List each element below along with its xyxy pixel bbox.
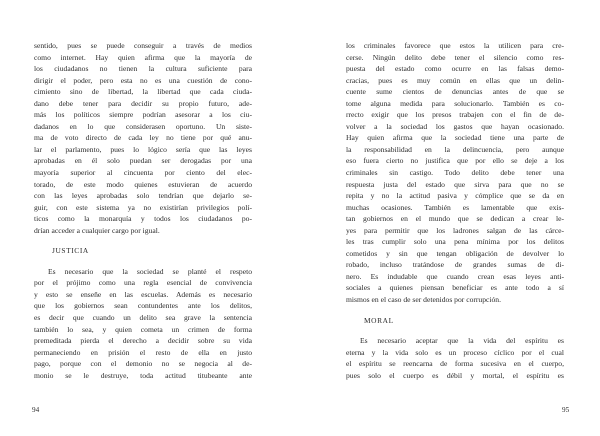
text-line: cimiento sino de libertad, la libertad que cada ciuda- (34, 87, 252, 97)
text-line: pues solo el cuerpo es débil y mortal, el espíritu es (346, 370, 564, 380)
left-page (34, 40, 252, 381)
text-line: el espíritu se reencarna de forma sucesiva en el cuerpo, (346, 359, 564, 369)
text-line: muchas ocasiones. También es lamentable que exis- (346, 202, 564, 212)
text-line: robado, incluso tratándose de grandes sumas de di- (346, 260, 564, 270)
text-line: dadanos en lo que considerasen oportuno. Un siste- (34, 121, 252, 131)
text-line: también lo sea, y quien cometa un crimen de forma (34, 324, 252, 334)
text-line: que los gobiernos sean contundentes ante los delitos, (34, 301, 252, 311)
text-line: nero. Es indudable que cuando crean esas leyes anti- (346, 271, 564, 281)
text-line: drían acceder a cualquier cargo por igual. (34, 225, 160, 235)
text-line: criminales sin castigo. Todo delito debe tener una (346, 168, 564, 178)
section-heading-justicia: JUSTICIA (52, 246, 89, 256)
right-page (346, 40, 564, 381)
text-line: lar el parlamento, pues lo lógico sería que las leyes (34, 144, 252, 154)
text-line: dano debe tener para decidir su propio futuro, ade- (34, 98, 252, 108)
text-line: por el prójimo como una regla esencial de convivencia (34, 278, 252, 288)
section-heading-moral: MORAL (364, 315, 394, 325)
text-line: aprobadas en él solo puedan ser derogadas por una (34, 156, 252, 166)
text-line: Hay quien afirma que la sociedad tiene una parte de (346, 133, 564, 143)
text-line: la responsabilidad en la delincuencia, pero aunque (346, 144, 564, 154)
text-line: tome alguna medida para solucionarlo. También es co- (346, 98, 564, 108)
text-line: les tras cumplir solo una pena mínima por los delitos (346, 237, 564, 247)
left-body-top (34, 40, 252, 236)
text-line: Es necesario que la sociedad se planté el respeto (48, 266, 252, 276)
text-line: monio se le destruye, toda actitud titubeante ante (34, 370, 252, 380)
text-line: yes para permitir que los ladrones salgan de las cárce- (346, 225, 564, 235)
text-line: eterna y la vida solo es un proceso cíclico por el cual (346, 347, 564, 357)
page-number-right: 95 (562, 406, 570, 414)
text-line: los criminales favorece que estos la utilicen para cre- (346, 41, 564, 50)
text-line: sentido, pues se puede conseguir a través de medios (34, 41, 252, 50)
text-line: rrecto exigir que los presos trabajen con el fin de de- (346, 110, 564, 120)
page-number-left: 94 (32, 406, 40, 414)
text-line: los ciudadanos no tienen la cultura suficiente para (34, 64, 252, 74)
text-line: repita y no la actitud pasiva y cómplice que se da en (346, 191, 564, 201)
text-line: como internet. Hay quien afirma que la mayoría de (34, 52, 252, 62)
text-line: guir, con este sistema ya no existirían privilegios polí- (34, 202, 252, 212)
right-body-top (346, 40, 564, 306)
right-body-bottom (346, 335, 564, 381)
text-line: cuente sume cientos de denuncias antes de que se (346, 87, 564, 97)
text-line: premeditada pierda el derecho a decidir sobre su vida (34, 336, 252, 346)
text-line: ticos como la monarquía y todos los ciudadanos po- (34, 214, 252, 224)
text-line: permaneciendo en prisión el resto de ella en justo (34, 347, 252, 357)
text-line: respuesta justa del estado que sirva para que no se (346, 179, 564, 189)
text-line: sociales a quienes piensan beneficiar es ante todo a sí (346, 283, 564, 293)
text-line: cometidos y sin que tengan obligación de devolver lo (346, 248, 564, 258)
text-line: mismos en el caso de ser detenidos por corrupción. (346, 295, 501, 305)
text-line: puesta del estado como ocurre en las falsas demo- (346, 64, 564, 74)
text-line: mayoría superior al cincuenta por ciento del elec- (34, 168, 252, 178)
text-line: es decir que cuando un delito sea grave la sentencia (34, 313, 252, 323)
left-body-bottom (34, 266, 252, 381)
text-line: más los políticos siempre podrían asesorar a los ciu- (34, 110, 252, 120)
text-line: tan gobiernos en el mundo que se dedican a crear le- (346, 214, 564, 224)
text-line: ma de voto directo de cada ley no tiene por qué anu- (34, 133, 252, 143)
text-line: cerse. Ningún delito debe tener el silencio como res- (346, 52, 564, 62)
text-line: pago, porque con el demonio no se negocia al de- (34, 359, 252, 369)
text-line: dirigir el poder, pero esta no es una cuestión de cono- (34, 75, 252, 85)
text-line: y esto se enseñe en las escuelas. Además es necesario (34, 289, 252, 299)
text-line: cracias, pues es muy común en ellas que un delin- (346, 75, 564, 85)
text-line: eso fuera cierto no justifica que por ello se deje a los (346, 156, 564, 166)
text-line: con las leyes aprobadas solo tendrían que dejarlo se- (34, 191, 252, 201)
text-line: volver a la sociedad los gastos que hayan ocasionado. (346, 121, 564, 131)
text-line: torado, de este modo quienes estuvieran de acuerdo (34, 179, 252, 189)
text-line: Es necesario aceptar que la vida del espíritu es (360, 336, 564, 346)
